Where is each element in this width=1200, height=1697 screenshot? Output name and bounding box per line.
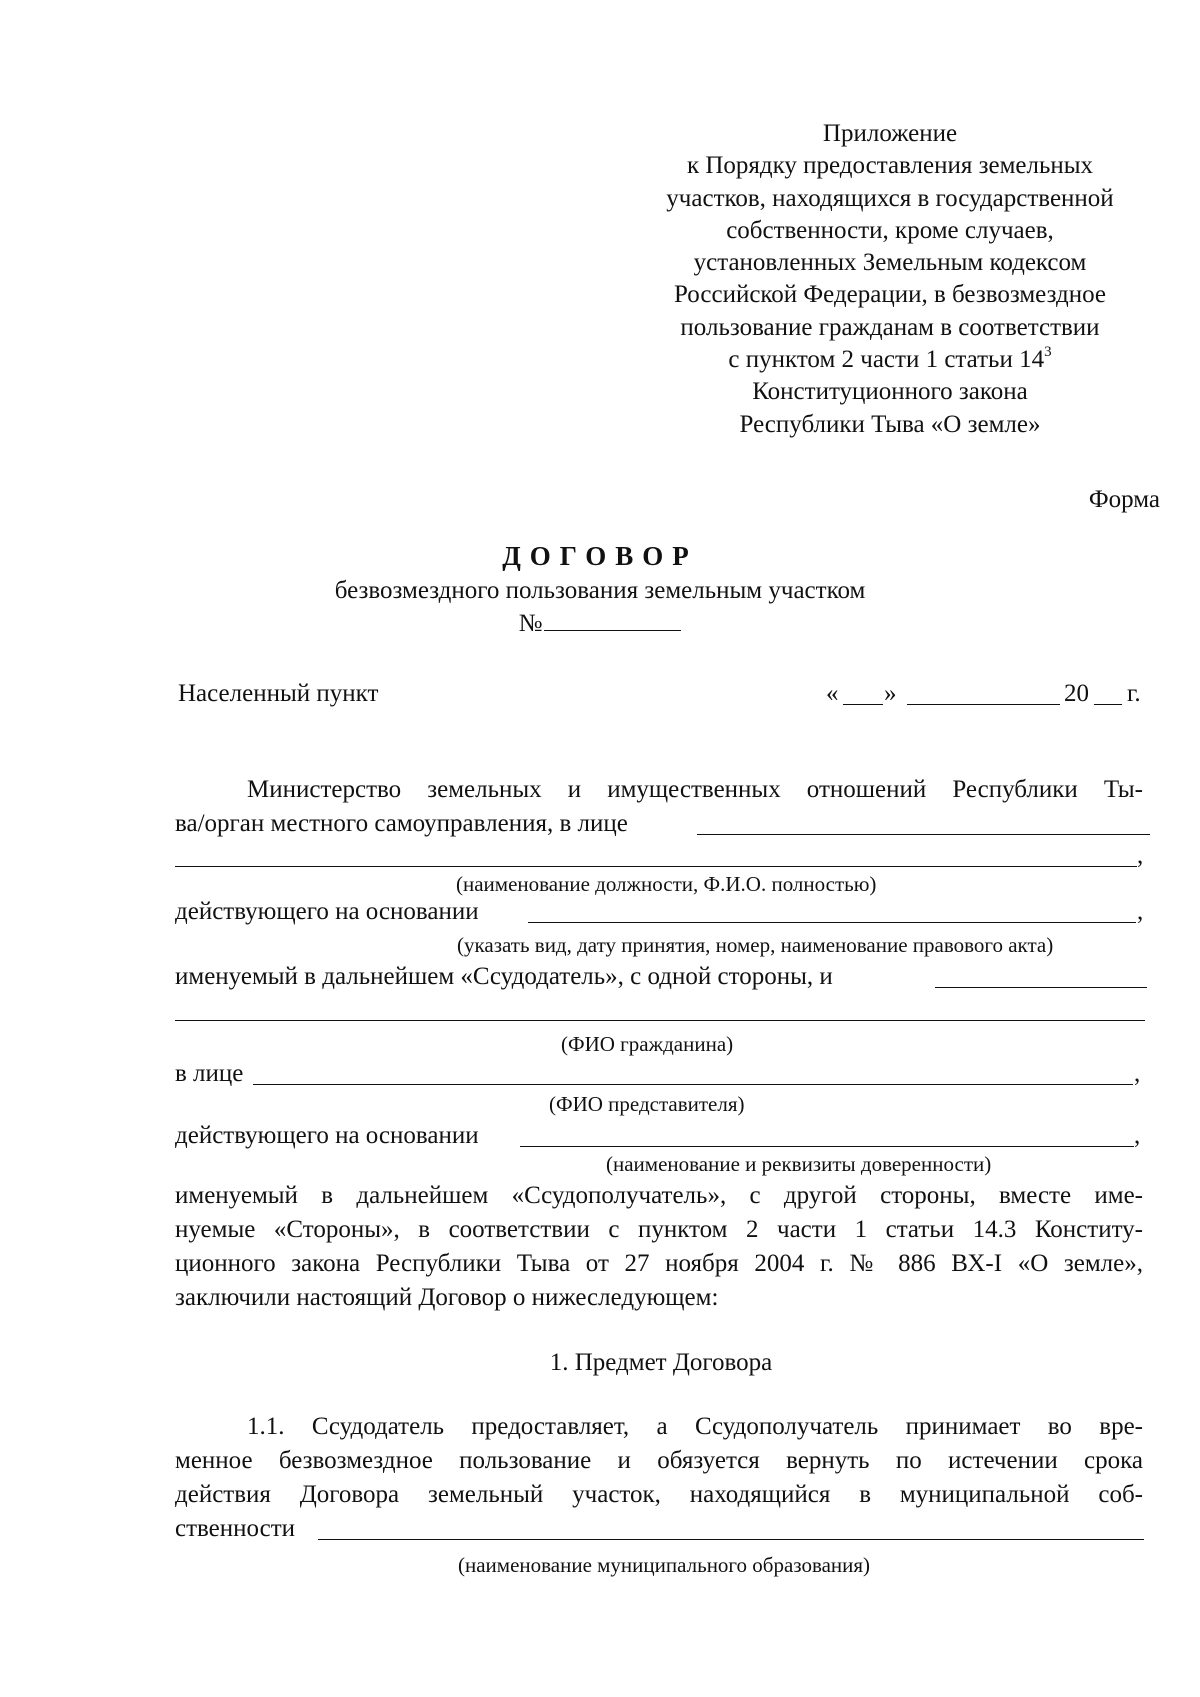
date-year-suffix: г. [1127, 680, 1141, 707]
preamble-paragraph [175, 1180, 1143, 1316]
date-close-quote: » [884, 680, 897, 707]
party2-start-field[interactable] [935, 987, 1147, 988]
comma: , [1137, 898, 1144, 925]
comma: , [1137, 842, 1144, 869]
superscript: 3 [1044, 343, 1052, 360]
place-label: Населенный пункт [178, 680, 379, 707]
date-open-quote: « [826, 680, 839, 707]
party2-basis-label: действующего на основании [175, 1122, 479, 1149]
preamble-line: ционного закона Республики Тыва от 27 ноября 2004 г. № 886 ВХ-I «О земле», [175, 1250, 1143, 1277]
appendix-line: Российской Федерации, в безвозмездное [673, 281, 1107, 309]
caption-representative: (ФИО представителя) [549, 1092, 745, 1116]
section-heading: 1. Предмет Договора [549, 1349, 773, 1376]
section1-last-word: ственности [175, 1515, 296, 1542]
party1-line2: ва/орган местного самоуправления, в лице [175, 810, 628, 837]
section1-line: действия Договора земельный участок, находящийся в муниципальной соб- [175, 1481, 1143, 1508]
representative-field[interactable] [697, 834, 1150, 835]
caption-municipality: (наименование муниципального образования) [458, 1553, 871, 1577]
power-of-attorney-field[interactable] [520, 1146, 1134, 1147]
appendix-line: Конституционного закона [752, 378, 1028, 406]
preamble-line: заключили настоящий Договор о нижеследующем: [175, 1284, 719, 1311]
form-label: Форма [1088, 486, 1160, 513]
number-label: № [518, 610, 543, 637]
party1-paragraph [175, 774, 1143, 808]
in-person-label: в лице [175, 1060, 244, 1087]
party1-line1: Министерство земельных и имущественных отношений Республики Ты- [247, 776, 1143, 803]
caption-citizen: (ФИО гражданина) [561, 1032, 734, 1056]
appendix-line: пользование гражданам в соответствии [680, 313, 1100, 341]
comma: , [1134, 1122, 1141, 1149]
party1-basis-label: действующего на основании [175, 898, 479, 925]
section1-line: 1.1. Ссудодатель предоставляет, а Ссудополучатель принимает во вре- [247, 1413, 1143, 1440]
appendix-line: Приложение [822, 120, 958, 147]
representative-name-field[interactable] [253, 1084, 1133, 1085]
date-year-field[interactable] [1094, 704, 1122, 705]
appendix-line: к Порядку предоставления земельных [686, 152, 1094, 180]
comma: , [1134, 1060, 1141, 1087]
caption-power-of-attorney: (наименование и реквизиты доверенности) [606, 1152, 992, 1176]
caption-position-name: (наименование должности, Ф.И.О. полностью) [456, 872, 877, 896]
date-year-prefix: 20 [1064, 680, 1089, 707]
date-month-field[interactable] [907, 704, 1060, 705]
caption-legal-act: (указать вид, дату принятия, номер, наименование правового акта) [457, 933, 1054, 957]
appendix-line: Республики Тыва «О земле» [739, 410, 1041, 438]
position-name-field[interactable] [175, 866, 1137, 867]
appendix-line: участков, находящихся в государственной [666, 184, 1114, 212]
appendix-line: собственности, кроме случаев, [726, 216, 1054, 244]
date-day-field[interactable] [843, 704, 883, 705]
appendix-line [600, 344, 1180, 376]
preamble-line: именуемый в дальнейшем «Ссудополучатель», с другой стороны, вместе име- [175, 1182, 1143, 1209]
party1-basis-field[interactable] [528, 922, 1136, 923]
section1-line: менное безвозмездное пользование и обязуется вернуть по истечении срока [175, 1447, 1143, 1474]
appendix-line-text: с пунктом 2 части 1 статьи 14 [728, 346, 1045, 374]
citizen-name-field[interactable] [175, 1020, 1145, 1021]
contract-number [0, 606, 1200, 640]
document-subtitle: безвозмездного пользования земельным участком [334, 577, 866, 604]
preamble-line: нуемые «Стороны», в соответствии с пунктом 2 части 1 статьи 14.3 Конститу- [175, 1216, 1143, 1243]
number-field[interactable] [544, 606, 681, 631]
document-title: ДОГОВОР [502, 541, 698, 571]
section1-paragraph [175, 1411, 1143, 1513]
appendix-line: установленных Земельным кодексом [693, 249, 1087, 277]
party1-named-as: именуемый в дальнейшем «Ссудодатель», с одной стороны, и [175, 963, 833, 990]
appendix-header [600, 118, 1180, 441]
municipality-field[interactable] [318, 1539, 1144, 1540]
